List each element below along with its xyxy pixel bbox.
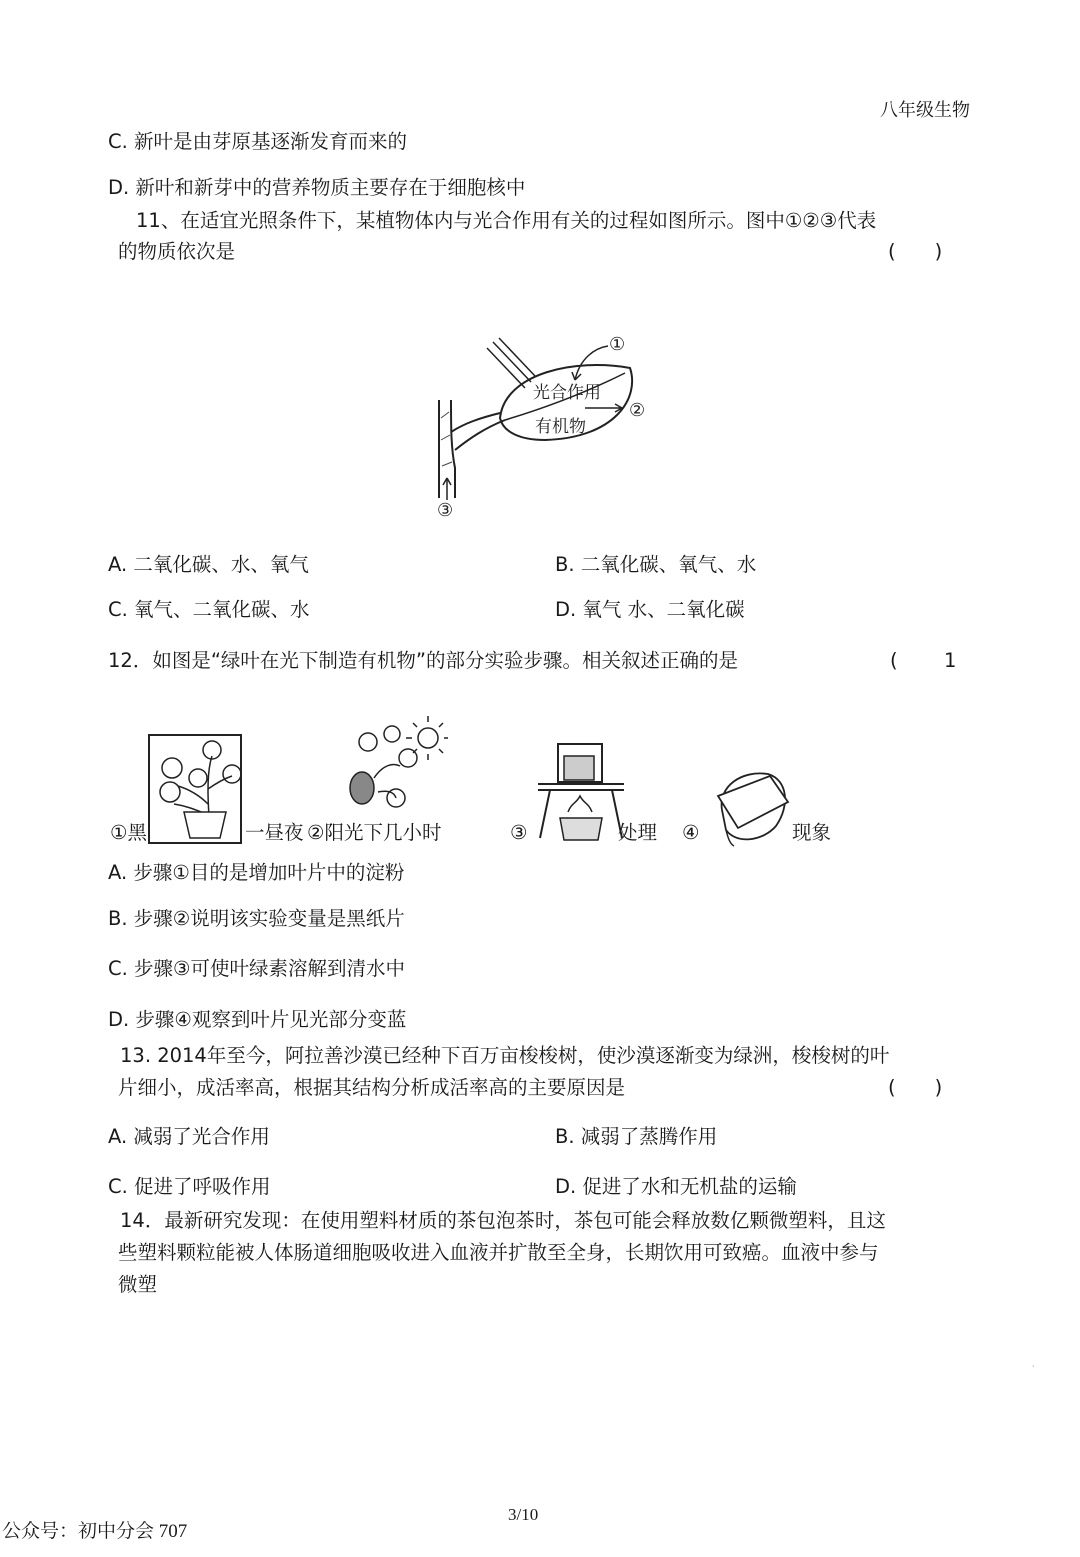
- q12-caption-3b: 处理: [618, 821, 658, 844]
- q12-option-d: D. 步骤④观察到叶片见光部分变蓝: [108, 1008, 407, 1031]
- q12-step3-figure: [538, 742, 624, 850]
- q14-stem-line3: 微塑: [118, 1273, 158, 1296]
- q11-answer-bracket: ( ): [888, 240, 943, 263]
- q11-option-a: A. 二氧化碳、水、氧气: [108, 553, 309, 576]
- q13-option-d: D. 促进了水和无机盐的运输: [555, 1175, 797, 1198]
- q12-caption-1b: 一昼夜: [245, 821, 304, 844]
- stray-mark: ·: [1032, 1362, 1035, 1371]
- q14-stem-line2: 些塑料颗粒能被人体肠道细胞吸收进入血液并扩散至全身，长期饮用可致癌。血液中参与: [118, 1241, 879, 1264]
- q12-option-a: A. 步骤①目的是增加叶片中的淀粉: [108, 861, 405, 884]
- q12-bracket-open: (: [890, 649, 898, 672]
- q12-caption-2: ②阳光下几小时: [307, 821, 442, 844]
- q13-option-c: C. 促进了呼吸作用: [108, 1175, 271, 1198]
- q12-step4-figure: [712, 766, 792, 848]
- q12-caption-4: ④: [682, 821, 700, 844]
- page-number: 3/10: [508, 1505, 539, 1524]
- q12-caption-4b: 现象: [792, 821, 832, 844]
- q12-stem: 12．如图是“绿叶在光下制造有机物”的部分实验步骤。相关叙述正确的是: [108, 649, 739, 672]
- q12-bracket-num: 1: [944, 649, 957, 672]
- q11-option-c: C. 氧气、二氧化碳、水: [108, 598, 310, 621]
- q12-option-c: C. 步骤③可使叶绿素溶解到清水中: [108, 957, 405, 980]
- q11-stem-line2: 的物质依次是: [118, 240, 236, 263]
- figure-label-1: ①: [609, 334, 626, 355]
- q12-caption-3: ③: [510, 821, 528, 844]
- q11-leaf-figure: [425, 328, 665, 523]
- q13-option-b: B. 减弱了蒸腾作用: [555, 1125, 718, 1148]
- q13-answer-bracket: ( ): [888, 1076, 943, 1099]
- q11-option-d: D. 氧气 水、二氧化碳: [555, 598, 745, 621]
- figure-label-3: ③: [437, 500, 454, 521]
- q11-stem-line1: 11、在适宜光照条件下，某植物体内与光合作用有关的过程如图所示。图中①②③代表: [136, 209, 877, 232]
- footer-account: 公众号：初中分会 707: [2, 1521, 188, 1542]
- header-subject: 八年级生物: [880, 100, 970, 120]
- figure-text-organic: 有机物: [535, 417, 586, 436]
- q12-step2-figure: [348, 712, 448, 817]
- q12-caption-1a: ①黑: [110, 821, 147, 844]
- q12-step1-figure: [148, 734, 242, 846]
- q13-stem-line2: 片细小，成活率高，根据其结构分析成活率高的主要原因是: [118, 1076, 626, 1099]
- q12-option-b: B. 步骤②说明该实验变量是黑纸片: [108, 907, 405, 930]
- q10-option-d: D. 新叶和新芽中的营养物质主要存在于细胞核中: [108, 176, 526, 199]
- q14-stem-line1: 14．最新研究发现：在使用塑料材质的茶包泡茶时，茶包可能会释放数亿颗微塑料，且这: [120, 1209, 886, 1232]
- q10-option-c: C. 新叶是由芽原基逐渐发育而来的: [108, 130, 408, 153]
- figure-label-2: ②: [629, 400, 646, 421]
- q11-option-b: B. 二氧化碳、氧气、水: [555, 553, 757, 576]
- figure-text-photosynthesis: 光合作用: [533, 383, 601, 402]
- q13-stem-line1: 13. 2014年至今，阿拉善沙漠已经种下百万亩梭梭树，使沙漠逐渐变为绿洲，梭梭树的叶: [120, 1044, 890, 1067]
- q13-option-a: A. 减弱了光合作用: [108, 1125, 270, 1148]
